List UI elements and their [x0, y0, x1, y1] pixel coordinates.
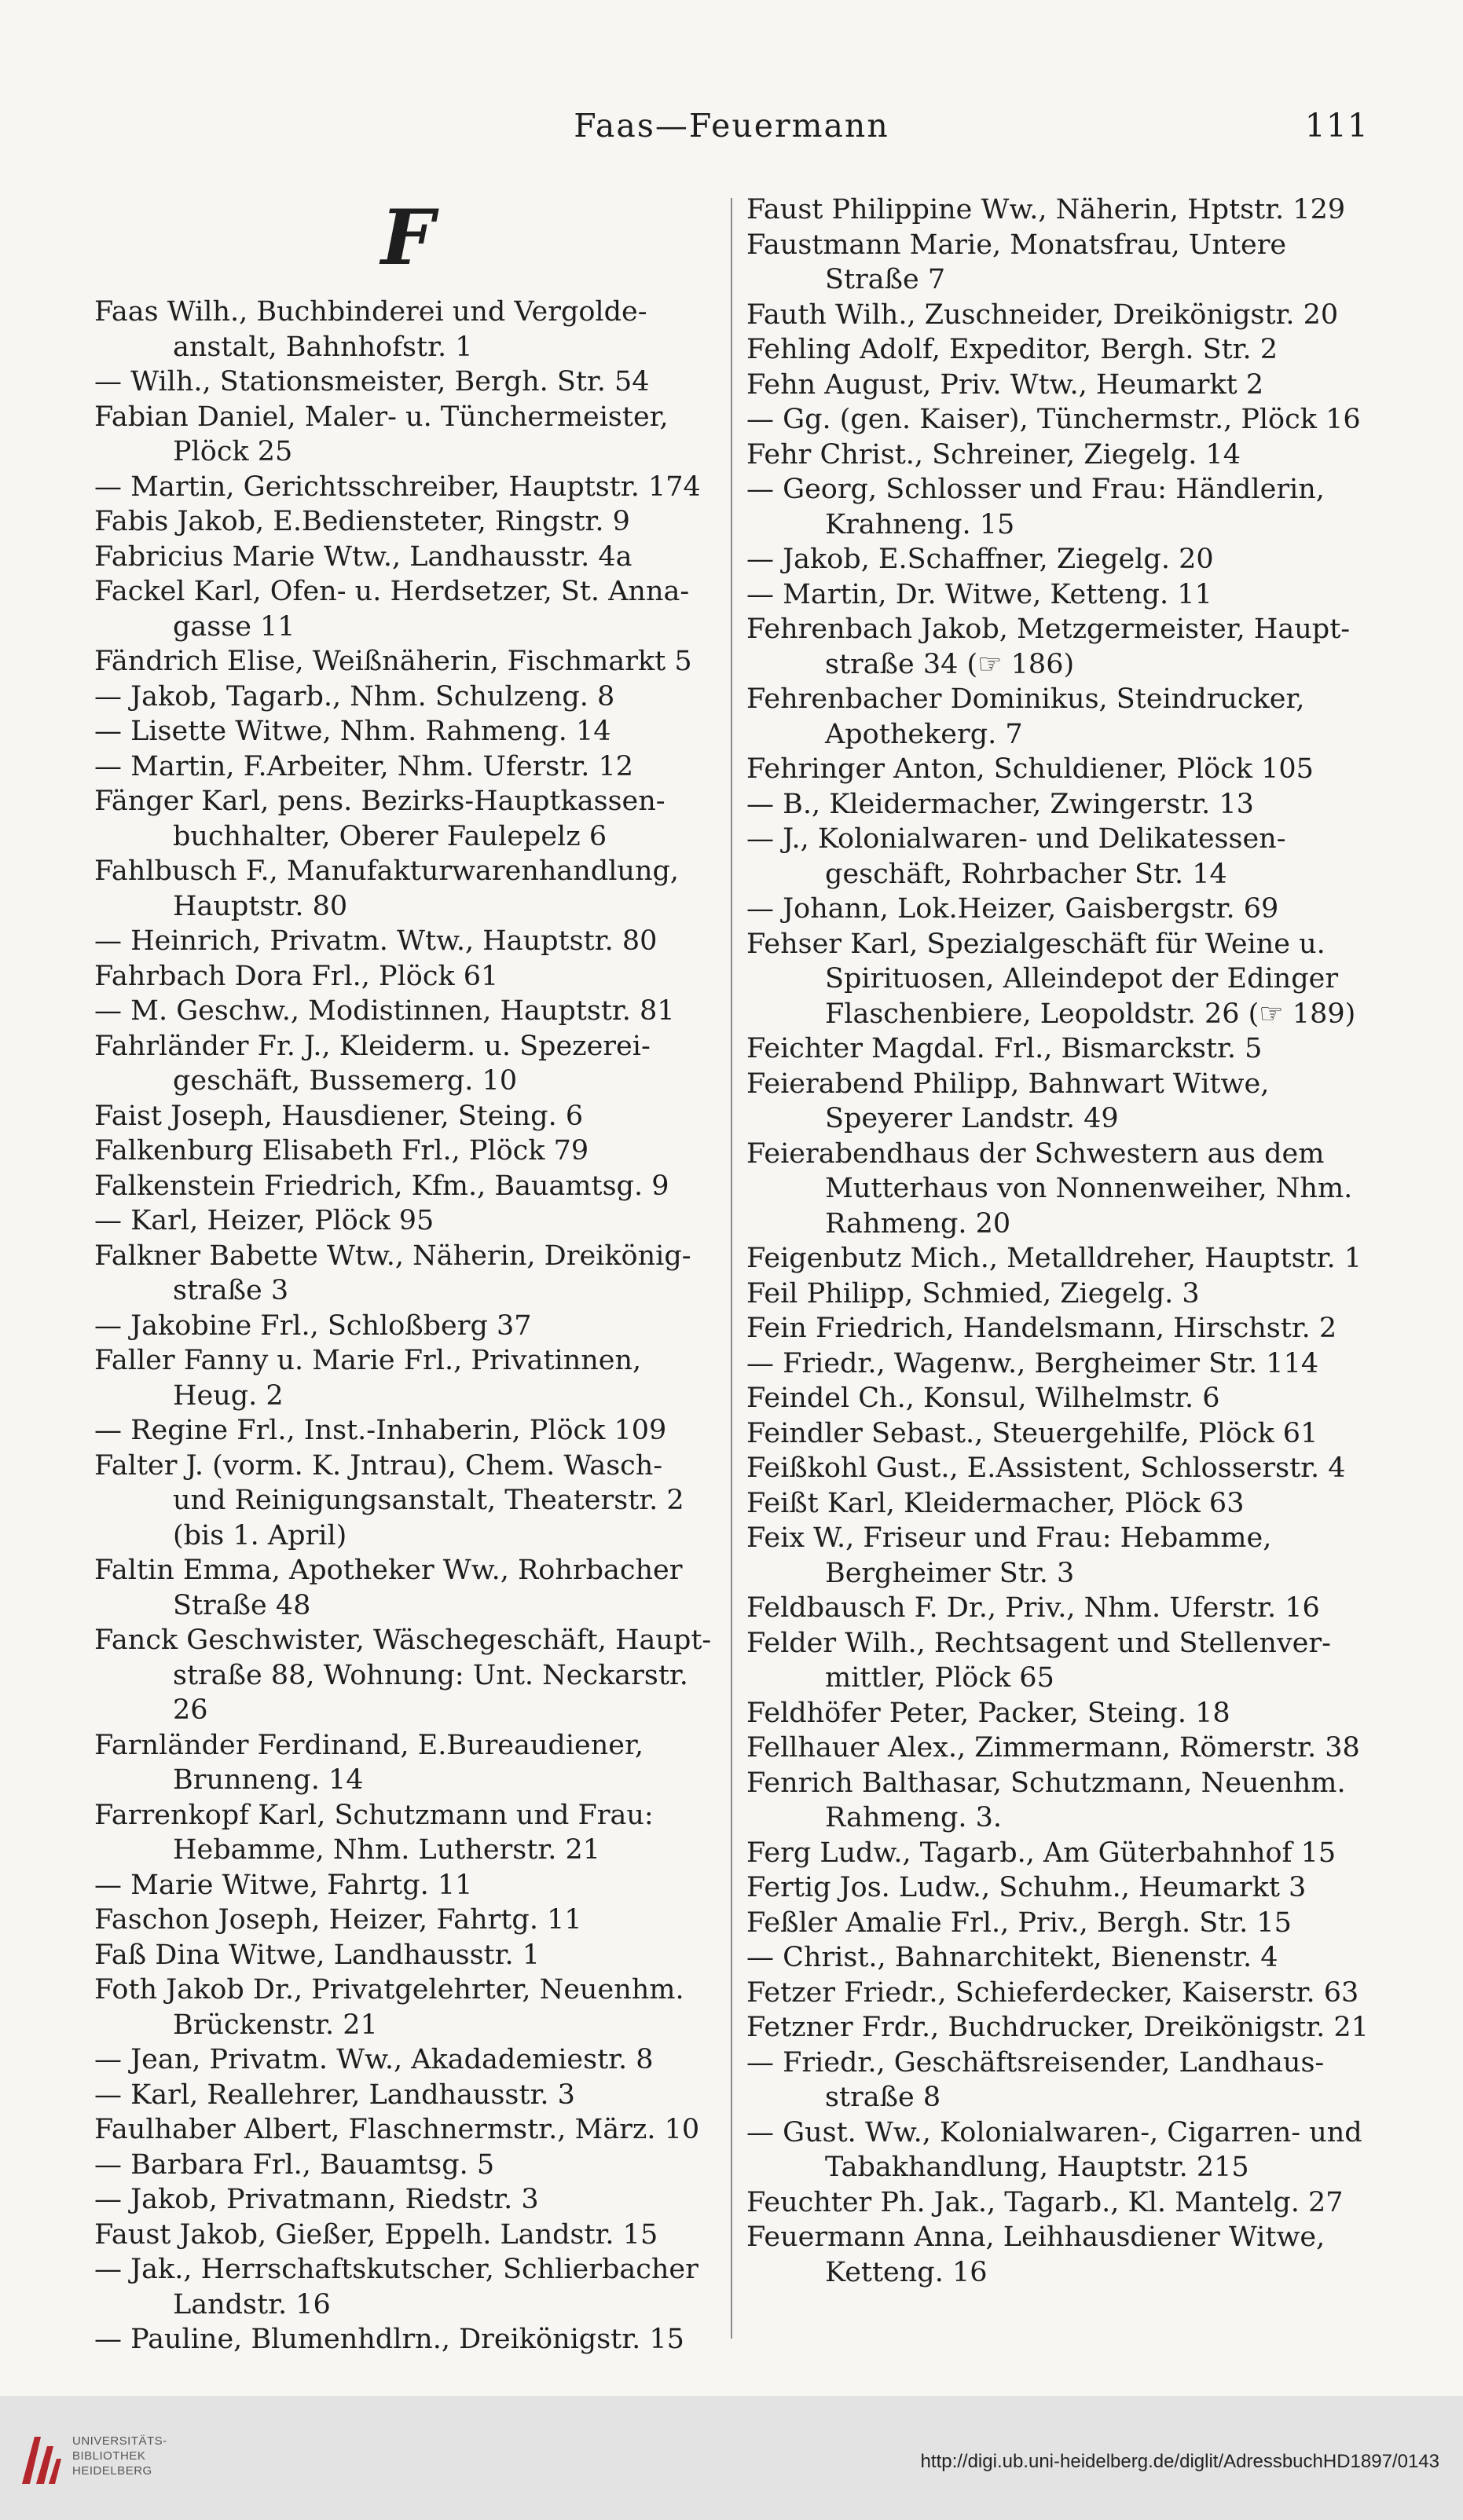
directory-entry: Fehser Karl, Spezialgeschäft für Weine u. Spirituosen, Alleindepot der Edinger Flaschenbiere, Leopoldstr. 26 (☞ 189) [746, 928, 1356, 1030]
directory-entry: — Regine Frl., Inst.-Inhaberin, Plöck 109 [94, 1415, 667, 1446]
directory-entry: Fellhauer Alex., Zimmermann, Römerstr. 38 [746, 1732, 1360, 1764]
right-column [746, 192, 1375, 2290]
directory-entry: — Marie Witwe, Fahrtg. 11 [94, 1869, 473, 1901]
directory-entry: Fabis Jakob, E.Bediensteter, Ringstr. 9 [94, 506, 630, 537]
directory-entry: Falkenburg Elisabeth Frl., Plöck 79 [94, 1135, 589, 1167]
page-number: 111 [1304, 107, 1369, 145]
directory-entry: Feix W., Friseur und Frau: Hebamme, Bergheimer Str. 3 [746, 1522, 1272, 1589]
directory-entry: Fanck Geschwister, Wäschegeschäft, Haupt-straße 88, Wohnung: Unt. Neckarstr. 26 [94, 1624, 712, 1726]
logo-line-1: UNIVERSITÄTS- [72, 2434, 167, 2448]
directory-entry: Fahlbusch F., Manufakturwarenhandlung, Hauptstr. 80 [94, 855, 680, 922]
directory-entry: Faas Wilh., Buchbinderei und Vergolde-anstalt, Bahnhofstr. 1 [94, 296, 647, 363]
directory-entry: Fehrenbacher Dominikus, Steindrucker, Apothekerg. 7 [746, 683, 1305, 750]
column-divider [731, 198, 732, 2339]
directory-entry: Ferg Ludw., Tagarb., Am Güterbahnhof 15 [746, 1837, 1336, 1869]
directory-entry: — Jakob, Privatmann, Riedstr. 3 [94, 2184, 539, 2215]
directory-entry: Fertig Jos. Ludw., Schuhm., Heumarkt 3 [746, 1872, 1307, 1903]
directory-entry: Feßler Amalie Frl., Priv., Bergh. Str. 15 [746, 1906, 1292, 1939]
section-letter: F [380, 193, 437, 282]
logo-line-2: BIBLIOTHEK [72, 2449, 146, 2463]
directory-entry: Fabian Daniel, Maler- u. Tünchermeister, Plöck 25 [94, 401, 669, 467]
directory-entry: Feierabendhaus der Schwestern aus dem Mutterhaus von Nonnenweiher, Nhm. Rahmeng. 20 [746, 1137, 1353, 1240]
directory-entry: Fahrbach Dora Frl., Plöck 61 [94, 960, 499, 992]
directory-entry: — Jakobine Frl., Schloßberg 37 [94, 1309, 532, 1342]
directory-entry: Feldbausch F. Dr., Priv., Nhm. Uferstr. 16 [746, 1592, 1320, 1624]
left-column [94, 192, 723, 2357]
directory-entry: Faß Dina Witwe, Landhausstr. 1 [94, 1939, 541, 1971]
directory-entry: Feigenbutz Mich., Metalldreher, Hauptstr. 1 [746, 1243, 1362, 1274]
source-url-link[interactable]: http://digi.ub.uni-heidelberg.de/diglit/AdressbuchHD1897/0143 [920, 2451, 1439, 2472]
directory-entry: Feuchter Ph. Jak., Tagarb., Kl. Mantelg. 27 [746, 2186, 1344, 2218]
directory-entry: Fauth Wilh., Zuschneider, Dreikönigstr. 20 [746, 299, 1339, 331]
directory-entry: — Karl, Reallehrer, Landhausstr. 3 [94, 2079, 575, 2111]
directory-entry: — Gust. Ww., Kolonialwaren-, Cigarren- und Tabakhandlung, Hauptstr. 215 [746, 2116, 1362, 2183]
directory-entry: Feldhöfer Peter, Packer, Steing. 18 [746, 1697, 1230, 1729]
directory-entry: Fabricius Marie Wtw., Landhausstr. 4a [94, 540, 632, 573]
directory-entry: Farnländer Ferdinand, E.Bureaudiener, Brunneng. 14 [94, 1729, 644, 1796]
directory-entry: — J., Kolonialwaren- und Delikatessen-geschäft, Rohrbacher Str. 14 [746, 823, 1286, 890]
library-logo[interactable] [17, 2429, 167, 2500]
directory-entry: — Jakob, Tagarb., Nhm. Schulzeng. 8 [94, 680, 615, 712]
directory-entry: Fändrich Elise, Weißnäherin, Fischmarkt 5 [94, 646, 692, 677]
directory-entry: Faller Fanny u. Marie Frl., Privatinnen, Heug. 2 [94, 1345, 642, 1412]
directory-entry: Fehling Adolf, Expeditor, Bergh. Str. 2 [746, 334, 1278, 365]
directory-entry: Fetzner Frdr., Buchdrucker, Dreikönigstr. 21 [746, 2012, 1369, 2043]
directory-entry: — Gg. (gen. Kaiser), Tünchermstr., Plöck 16 [746, 404, 1361, 435]
directory-entry: Faschon Joseph, Heizer, Fahrtg. 11 [94, 1904, 582, 1936]
directory-entry: Foth Jakob Dr., Privatgelehrter, Neuenhm. Brückenstr. 21 [94, 1974, 684, 2041]
directory-entry: — Karl, Heizer, Plöck 95 [94, 1205, 434, 1236]
directory-entry: Faust Philippine Ww., Näherin, Hptstr. 129 [746, 194, 1346, 225]
directory-entry: Fehrenbach Jakob, Metzgermeister, Haupt-straße 34 (☞ 186) [746, 614, 1351, 680]
directory-entry: — Martin, Dr. Witwe, Ketteng. 11 [746, 578, 1212, 610]
directory-entry: Felder Wilh., Rechtsagent und Stellenver-mittler, Plöck 65 [746, 1627, 1331, 1694]
directory-entry: — Barbara Frl., Bauamtsg. 5 [94, 2148, 495, 2181]
right-entries [746, 192, 1375, 2290]
directory-entry: Feindel Ch., Konsul, Wilhelmstr. 6 [746, 1383, 1220, 1414]
directory-entry: — Johann, Lok.Heizer, Gaisbergstr. 69 [746, 893, 1279, 925]
running-head-title: Faas—Feuermann [574, 107, 889, 145]
directory-entry: Feil Philipp, Schmied, Ziegelg. 3 [746, 1277, 1200, 1309]
running-head [0, 101, 1463, 163]
directory-entry: — Wilh., Stationsmeister, Bergh. Str. 54 [94, 366, 650, 397]
directory-entry: Feuermann Anna, Leihhausdiener Witwe, Ketteng. 16 [746, 2221, 1326, 2288]
directory-entry: — Heinrich, Privatm. Wtw., Hauptstr. 80 [94, 925, 658, 957]
directory-entry: Falkenstein Friedrich, Kfm., Bauamtsg. 9 [94, 1170, 669, 1202]
directory-entry: Faustmann Marie, Monatsfrau, Untere Straße 7 [746, 229, 1287, 295]
directory-entry: Faist Joseph, Hausdiener, Steing. 6 [94, 1100, 584, 1132]
directory-entry: Fänger Karl, pens. Bezirks-Hauptkassen-buchhalter, Oberer Faulepelz 6 [94, 786, 666, 852]
library-logo-text [72, 2434, 167, 2478]
directory-entry: — Jakob, E.Schaffner, Ziegelg. 20 [746, 544, 1214, 575]
directory-entry: Fetzer Friedr., Schieferdecker, Kaiserstr. 63 [746, 1976, 1359, 2009]
directory-entry: — Georg, Schlosser und Frau: Händlerin, Krahneng. 15 [746, 474, 1325, 540]
directory-entry: Fackel Karl, Ofen- u. Herdsetzer, St. Anna-gasse 11 [94, 576, 690, 643]
directory-entry: — Christ., Bahnarchitekt, Bienenstr. 4 [746, 1942, 1278, 1973]
left-entries [94, 295, 723, 2357]
directory-entry: Faltin Emma, Apotheker Ww., Rohrbacher Straße 48 [94, 1555, 683, 1621]
directory-entry: Feichter Magdal. Frl., Bismarckstr. 5 [746, 1033, 1263, 1064]
directory-entry: Falter J. (vorm. K. Jntrau), Chem. Wasch- und Reinigungsanstalt, Theaterstr. 2 (bis 1. April) [94, 1449, 684, 1551]
directory-entry: Fehn August, Priv. Wtw., Heumarkt 2 [746, 368, 1264, 401]
directory-entry: Faust Jakob, Gießer, Eppelh. Landstr. 15 [94, 2218, 658, 2251]
directory-entry: Fenrich Balthasar, Schutzmann, Neuenhm. Rahmeng. 3. [746, 1767, 1346, 1833]
directory-entry: Feierabend Philipp, Bahnwart Witwe, Speyerer Landstr. 49 [746, 1068, 1270, 1134]
directory-entry: Falkner Babette Wtw., Näherin, Dreikönig-straße 3 [94, 1240, 691, 1306]
directory-entry: — Friedr., Wagenw., Bergheimer Str. 114 [746, 1347, 1319, 1379]
directory-entry: — M. Geschw., Modistinnen, Hauptstr. 81 [94, 995, 675, 1027]
directory-entry: — Jak., Herrschaftskutscher, Schlierbacher Landstr. 16 [94, 2254, 698, 2320]
directory-entry: Feißkohl Gust., E.Assistent, Schlosserstr. 4 [746, 1452, 1346, 1484]
directory-entry: Fein Friedrich, Handelsmann, Hirschstr. 2 [746, 1313, 1337, 1344]
directory-entry: — Friedr., Geschäftsreisender, Landhaus-straße 8 [746, 2046, 1325, 2113]
directory-entry: Feißt Karl, Kleidermacher, Plöck 63 [746, 1487, 1245, 1519]
library-logo-icon [17, 2429, 63, 2490]
directory-entry: Farrenkopf Karl, Schutzmann und Frau: Hebamme, Nhm. Lutherstr. 21 [94, 1799, 654, 1866]
directory-entry: — Jean, Privatm. Ww., Akadademiestr. 8 [94, 2044, 654, 2075]
directory-entry: Fahrländer Fr. J., Kleiderm. u. Spezerei-geschäft, Bussemerg. 10 [94, 1030, 651, 1097]
directory-entry: — Lisette Witwe, Nhm. Rahmeng. 14 [94, 716, 611, 747]
directory-entry: Faulhaber Albert, Flaschnermstr., März. 10 [94, 2114, 700, 2145]
directory-entry: Fehringer Anton, Schuldiener, Plöck 105 [746, 753, 1314, 785]
directory-entry: — B., Kleidermacher, Zwingerstr. 13 [746, 788, 1254, 820]
logo-line-3: HEIDELBERG [72, 2464, 152, 2478]
directory-entry: Feindler Sebast., Steuergehilfe, Plöck 61 [746, 1417, 1318, 1449]
directory-entry: Fehr Christ., Schreiner, Ziegelg. 14 [746, 438, 1241, 471]
directory-entry: — Martin, Gerichtsschreiber, Hauptstr. 174 [94, 471, 701, 503]
directory-entry: — Martin, F.Arbeiter, Nhm. Uferstr. 12 [94, 750, 634, 782]
footer-bar [0, 2396, 1463, 2520]
directory-entry: — Pauline, Blumenhdlrn., Dreikönigstr. 15 [94, 2324, 684, 2355]
